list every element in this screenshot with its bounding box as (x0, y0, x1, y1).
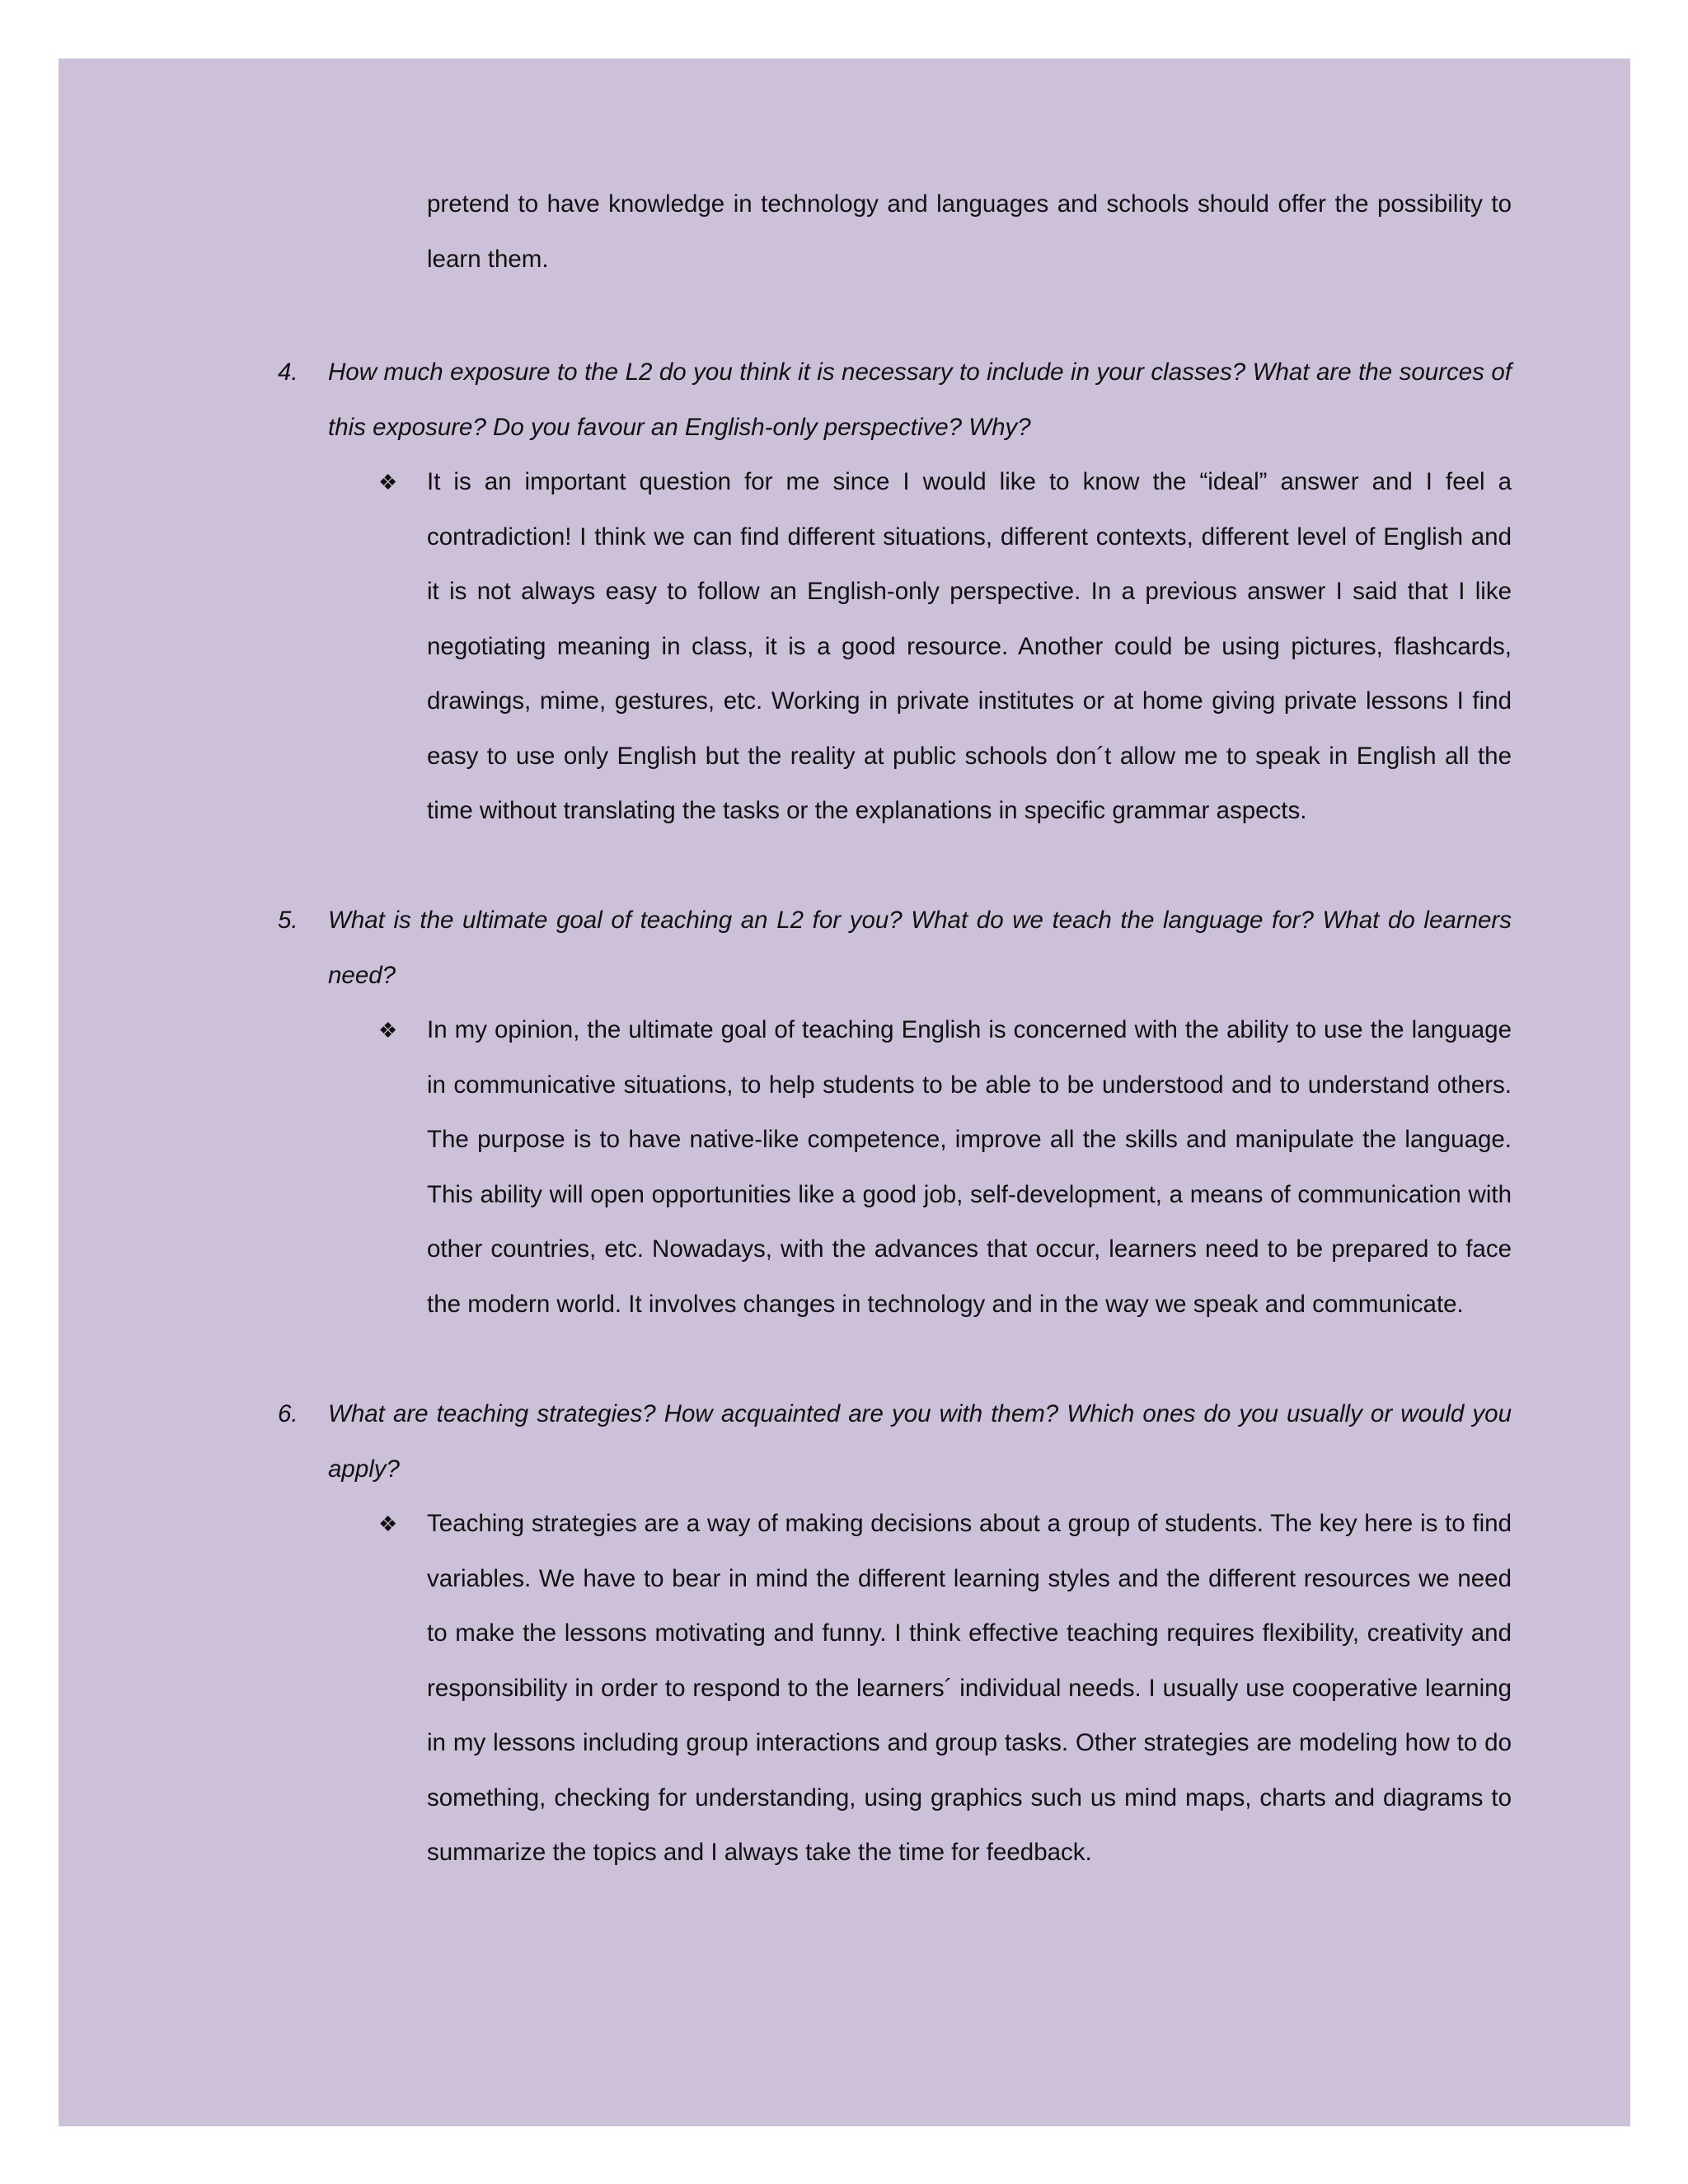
answer-4: It is an important question for me since I would like to know the “ideal” answer and I feel a contradiction! I think we can find different situations, different contexts, different level of English and it is not always easy to follow an English-only perspective. In a previous answer I said that I like negotiating meaning in class, it is a good resource. Another could be using pictures, flashcards, drawings, mime, gestures, etc. Working in private institutes or at home giving private lessons I find easy to use only English but the reality at public schools don´t allow me to speak in English all the time without translating the tasks or the explanations in specific grammar aspects. (427, 468, 1512, 824)
answer-5: In my opinion, the ultimate goal of teaching English is concerned with the ability to use the language in communicative situations, to help students to be able to be understood and to understand others. The purpose is to have native-like competence, improve all the skills and manipulate the language. This ability will open opportunities like a good job, self-development, a means of communication with other countries, etc. Nowadays, with the advances that occur, learners need to be prepared to face the modern world. It involves changes in technology and in the way we speak and communicate. (427, 1016, 1512, 1318)
document-page (59, 59, 1630, 2126)
bullet-icon: ❖ (378, 1018, 398, 1043)
bullet-icon: ❖ (378, 1511, 398, 1536)
answer-6: Teaching strategies are a way of making decisions about a group of students. The key here is to find variables. We have to bear in mind the different learning styles and the different resources we need to make the lessons motivating and funny. I think effective teaching requires flexibility, creativity and responsibility in order to respond to the learners´ individual needs. I usually use cooperative learning in my lessons including group interactions and group tasks. Other strategies are modeling how to do something, checking for understanding, using graphics such us mind maps, charts and diagrams to summarize the topics and I always take the time for feedback. (427, 1510, 1512, 1866)
question-number-4: 4. (278, 359, 298, 386)
question-number-6: 6. (278, 1400, 298, 1427)
question-number-5: 5. (278, 907, 298, 934)
bullet-icon: ❖ (378, 470, 398, 494)
question-6: What are teaching strategies? How acquainted are you with them? Which ones do you usually or would you apply? (328, 1400, 1512, 1483)
question-4: How much exposure to the L2 do you think it is necessary to include in your classes? What are the sources of this exposure? Do you favour an English-only perspective? Why? (328, 359, 1512, 441)
question-5: What is the ultimate goal of teaching an L2 for you? What do we teach the language for? What do learners need? (328, 907, 1512, 989)
continuation-paragraph: pretend to have knowledge in technology and languages and schools should offer the possibility to learn them. (427, 190, 1512, 273)
